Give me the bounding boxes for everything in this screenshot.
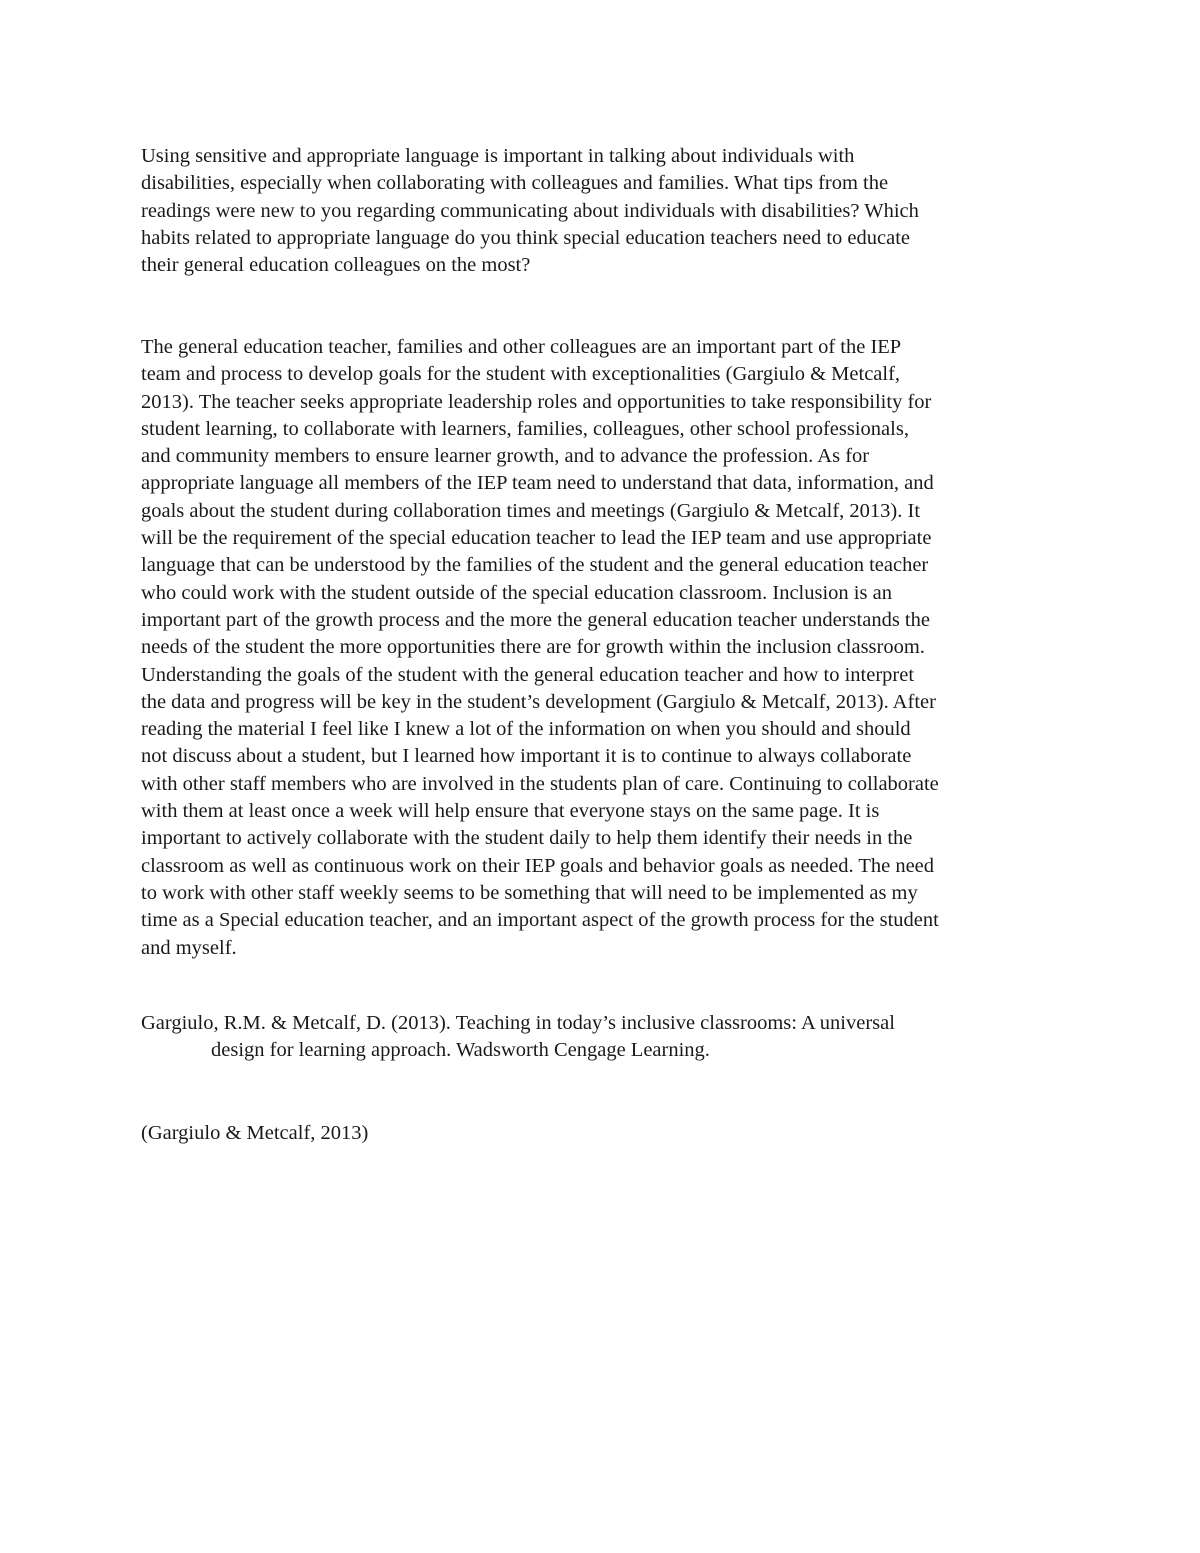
response-line: and community members to ensure learner growth, and to advance the profession. As for [141, 445, 870, 468]
prompt-paragraph [141, 143, 1071, 279]
response-line: with other staff members who are involved in the students plan of care. Continuing to collaborate [141, 772, 939, 795]
response-line: appropriate language all members of the IEP team need to understand that data, information, and [141, 472, 934, 495]
prompt-line: disabilities, especially when collaborating with colleagues and families. What tips from the [141, 172, 889, 195]
response-line: The general education teacher, families and other colleagues are an important part of the IEP [141, 336, 902, 358]
response-line: language that can be understood by the families of the student and the general education teacher [141, 554, 929, 577]
response-line: the data and progress will be key in the student’s development (Gargiulo & Metcalf, 2013). After [141, 690, 936, 713]
prompt-line: readings were new to you regarding communicating about individuals with disabilities? Which [141, 199, 919, 222]
in-text-citation [141, 1120, 1071, 1147]
response-line: and myself. [141, 936, 237, 959]
response-line: not discuss about a student, but I learned how important it is to continue to always collaborate [141, 745, 912, 768]
response-line: team and process to develop goals for the student with exceptionalities (Gargiulo & Metcalf, [141, 363, 901, 386]
response-line: student learning, to collaborate with learners, families, colleagues, other school professionals, [141, 417, 909, 440]
response-line: reading the material I feel like I knew a lot of the information on when you should and should [141, 718, 911, 741]
response-line: 2013). The teacher seeks appropriate leadership roles and opportunities to take responsibility for [141, 390, 932, 413]
response-line: goals about the student during collaboration times and meetings (Gargiulo & Metcalf, 2013). It [141, 499, 921, 522]
reference-entry [141, 1010, 1071, 1065]
reference-line: Gargiulo, R.M. & Metcalf, D. (2013). Teaching in today’s inclusive classrooms: A universal [141, 1012, 895, 1034]
reference-line-indented: design for learning approach. Wadsworth Cengage Learning. [211, 1039, 710, 1062]
citation-text: (Gargiulo & Metcalf, 2013) [141, 1122, 369, 1144]
response-line: who could work with the student outside of the special education classroom. Inclusion is an [141, 581, 892, 604]
prompt-line: their general education colleagues on the most? [141, 254, 531, 277]
response-line: important to actively collaborate with the student daily to help them identify their needs in the [141, 827, 913, 850]
response-line: with them at least once a week will help ensure that everyone stays on the same page. It is [141, 800, 880, 823]
response-line: time as a Special education teacher, and an important aspect of the growth process for the student [141, 909, 939, 932]
response-line: will be the requirement of the special education teacher to lead the IEP team and use appropriate [141, 527, 932, 550]
response-line: important part of the growth process and the more the general education teacher understands the [141, 608, 930, 631]
response-line: Understanding the goals of the student with the general education teacher and how to interpret [141, 663, 915, 686]
response-line: needs of the student the more opportunities there are for growth within the inclusion classroom. [141, 636, 925, 659]
response-paragraph [141, 334, 1071, 962]
response-line: classroom as well as continuous work on their IEP goals and behavior goals as needed. The need [141, 854, 935, 877]
response-line: to work with other staff weekly seems to be something that will need to be implemented as my [141, 881, 918, 904]
prompt-line: habits related to appropriate language do you think special education teachers need to educate [141, 226, 911, 249]
prompt-line: Using sensitive and appropriate language is important in talking about individuals with [141, 145, 855, 167]
